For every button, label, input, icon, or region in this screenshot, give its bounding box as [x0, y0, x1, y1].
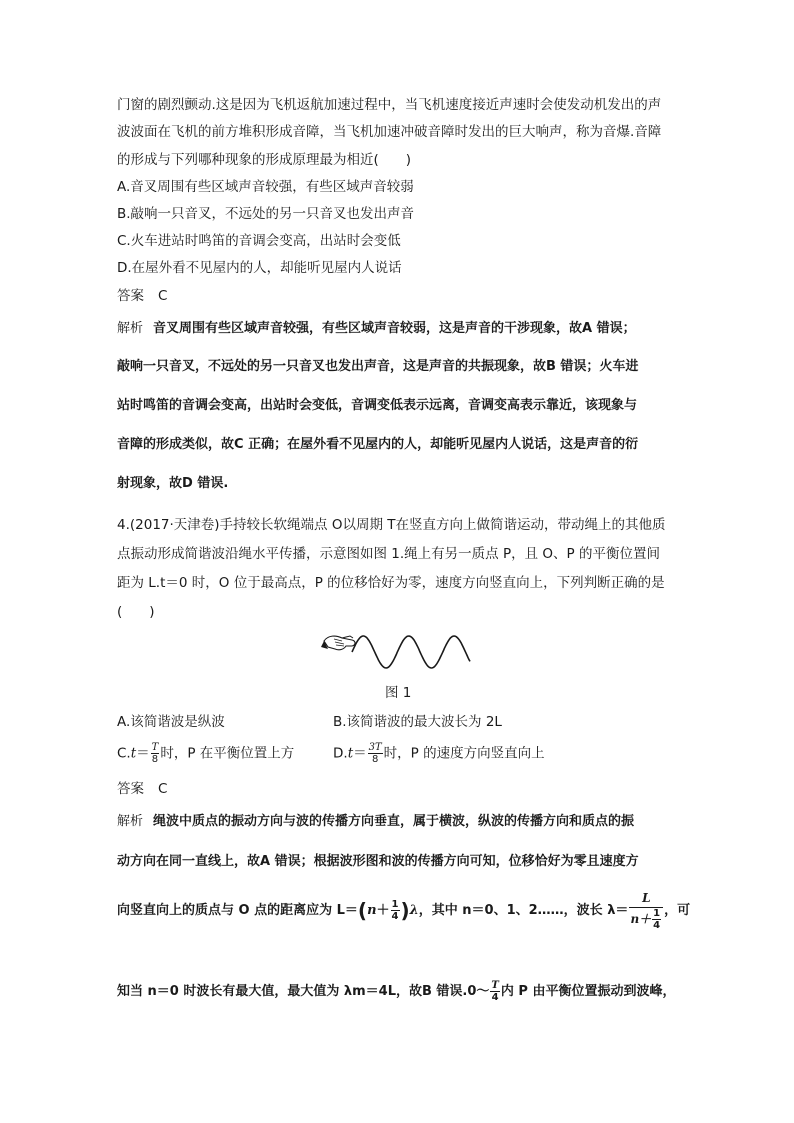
fraction-1-over-4 — [652, 908, 661, 931]
analysis-text: 音叉周围有些区域声音较强，有些区域声音较弱，这是声音的干涉现象，故A 错误； — [153, 321, 636, 336]
figure-caption: 图 1 — [385, 685, 412, 701]
q3-option-b: B.敲响一只音叉，不远处的另一只音叉也发出声音 — [117, 206, 415, 222]
q3-analysis-line-3: 站时鸣笛的音调会变高，出站时会变低，音调变低表示远离，音调变高表示靠近，该现象与 — [117, 398, 638, 413]
rope-wave — [352, 636, 470, 668]
frac-num: 1 — [391, 899, 399, 910]
q4-answer — [117, 779, 167, 799]
frac-num: T — [151, 742, 159, 753]
q4-option-d — [333, 742, 545, 765]
right-paren: ) — [400, 898, 410, 923]
analysis-text: 内 P 由平衡位置振动到波峰， — [500, 984, 676, 999]
frac-num: 3T — [368, 742, 382, 753]
q3-analysis-line-2: 敲响一只音叉，不远处的另一只音叉也发出声音，这是声音的共振现象，故B 错误；火车进 — [117, 359, 639, 374]
intro-line-1: 门窗的剧烈颤动.这是因为飞机返航加速过程中，当飞机速度接近声速时会使发动机发出的声 — [117, 97, 662, 113]
equals-sign: ＝ — [353, 745, 367, 762]
analysis-label: 解析 — [117, 321, 144, 336]
hand-icon — [321, 636, 355, 650]
answer-label: 答案 — [117, 781, 144, 797]
q4-analysis-line-2: 动方向在同一直线上，故A 错误；根据波形图和波的传播方向可知，位移恰好为零且速度方 — [117, 854, 639, 869]
q4-option-c — [117, 742, 294, 765]
frac-num: 1 — [653, 908, 661, 919]
analysis-text: ，可 — [664, 903, 691, 918]
q3-option-d: D.在屋外看不见屋内的人，却能听见屋内人说话 — [117, 260, 402, 276]
frac-den: 8 — [371, 754, 379, 765]
var-t: t — [347, 745, 354, 762]
option-d-text: 时，P 的速度方向竖直向上 — [383, 745, 545, 762]
equals-sign: ＝ — [136, 745, 150, 762]
fraction-wavelength — [629, 890, 663, 931]
q3-option-a: A.音叉周围有些区域声音较强，有些区域声音较弱 — [117, 179, 414, 195]
q4-analysis-line-1 — [117, 812, 634, 832]
q4-stem-line-1: 4.(2017·天津卷)手持较长软绳端点 O以周期 T在竖直方向上做简谐运动，带动绳上的其他质 — [117, 517, 666, 533]
frac-den: 8 — [151, 754, 159, 765]
q4-analysis-line-4 — [117, 975, 675, 1009]
var-n: n — [367, 903, 377, 918]
analysis-text: 绳波中质点的振动方向与波的传播方向垂直，属于横波，纵波的传播方向和质点的振 — [153, 814, 635, 829]
q3-answer — [117, 286, 167, 306]
q4-option-a: A.该简谐波是纵波 — [117, 714, 225, 730]
q4-stem-line-4: ( ) — [117, 604, 155, 620]
q3-option-c: C.火车进站时鸣笛的音调会变高，出站时会变低 — [117, 233, 401, 249]
q3-analysis-line-4: 音障的形成类似，故C 正确；在屋外看不见屋内的人，却能听见屋内人说话，这是声音的衍 — [117, 437, 639, 452]
fraction-1-over-4 — [391, 899, 400, 922]
analysis-text: 向竖直向上的质点与 O 点的距离应为 L＝ — [117, 903, 358, 918]
q4-stem-line-3: 距为 L.t＝0 时，O 位于最高点，P 的位移恰好为零，速度方向竖直向上，下列判断正确的是 — [117, 575, 665, 591]
left-paren: ( — [357, 898, 368, 923]
fraction-t-over-4 — [490, 980, 499, 1003]
plus-sign: ＋ — [376, 903, 390, 918]
frac-den-n: n＋ — [630, 912, 652, 926]
q3-analysis-line-1 — [117, 319, 636, 339]
q4-option-b: B.该简谐波的最大波长为 2L — [333, 714, 502, 730]
analysis-label: 解析 — [117, 814, 144, 829]
fraction-3t-over-8 — [368, 742, 383, 765]
frac-num: T — [491, 980, 499, 991]
intro-line-2: 波波面在飞机的前方堆积形成音障，当飞机加速冲破音障时发出的巨大响声，称为音爆.音障 — [117, 124, 662, 140]
option-c-prefix: C. — [117, 745, 131, 762]
answer-value: C — [158, 288, 168, 304]
wave-figure — [320, 627, 480, 677]
answer-label: 答案 — [117, 288, 144, 304]
var-lambda: λ — [409, 903, 419, 918]
option-c-text: 时，P 在平衡位置上方 — [160, 745, 295, 762]
analysis-text: ，其中 n＝0、1、2……，波长 λ＝ — [418, 903, 629, 918]
frac-den: 4 — [653, 920, 661, 931]
q4-analysis-line-3 — [117, 890, 690, 931]
q4-stem-line-2: 点振动形成简谐波沿绳水平传播，示意图如图 1.绳上有另一质点 P，且 O、P 的平衡位置间 — [117, 546, 660, 562]
var-t: t — [130, 745, 137, 762]
frac-den: 4 — [491, 992, 499, 1003]
frac-den: 4 — [391, 911, 399, 922]
answer-value: C — [158, 781, 168, 797]
q3-analysis-line-5: 射现象，故D 错误. — [117, 476, 229, 491]
analysis-text: 知当 n＝0 时波长有最大值，最大值为 λm＝4L，故B 错误.0～ — [117, 984, 490, 999]
fraction-t-over-8 — [151, 742, 160, 765]
option-d-prefix: D. — [333, 745, 348, 762]
intro-line-3: 的形成与下列哪种现象的形成原理最为相近( ) — [117, 152, 412, 168]
frac-den — [629, 908, 663, 931]
frac-num: L — [629, 890, 663, 908]
